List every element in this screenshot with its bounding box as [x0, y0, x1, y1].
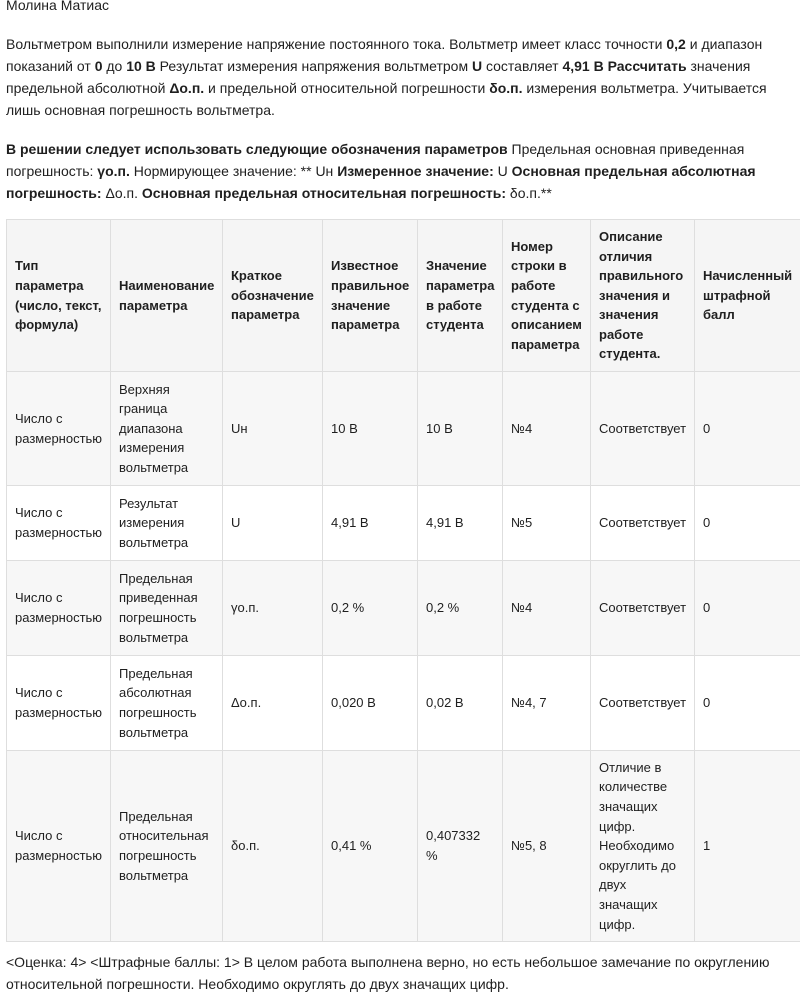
voltage-symbol: U	[472, 58, 482, 74]
cell-symbol: U	[223, 486, 323, 561]
abs-error-symbol: Δо.п.	[169, 80, 204, 96]
cell-difference: Соответствует	[591, 486, 695, 561]
task-text-7: значения предельной абсолютной	[6, 58, 750, 96]
cell-difference: Соответствует	[591, 561, 695, 656]
legend-text-2: Нормирующее значение: ** Uн	[130, 163, 337, 179]
voltage-value: 4,91 В	[562, 58, 603, 74]
rel-error-symbol: δо.п.	[489, 80, 522, 96]
header-line-number: Номер строки в работе студента с описанием параметра	[503, 220, 591, 372]
cell-correct-value: 0,2 %	[323, 561, 418, 656]
cell-correct-value: 4,91 В	[323, 486, 418, 561]
task-text-2: и диапазон показаний от	[6, 36, 762, 74]
header-student-value: Значение параметра в работе студента	[418, 220, 503, 372]
cell-penalty: 0	[695, 486, 800, 561]
cell-type: Число с размерностью	[7, 372, 111, 486]
header-symbol: Краткое обозначение параметра	[223, 220, 323, 372]
cell-line-number: №5, 8	[503, 751, 591, 942]
task-text-3: до	[102, 58, 126, 74]
legend-text-5: δо.п.**	[506, 185, 552, 201]
legend-text-4: Δо.п.	[102, 185, 142, 201]
cell-line-number: №4	[503, 561, 591, 656]
header-correct-value: Известное правильное значение параметра	[323, 220, 418, 372]
cell-penalty: 0	[695, 561, 800, 656]
cell-student-value: 0,2 %	[418, 561, 503, 656]
table-row	[7, 561, 800, 656]
cell-symbol: Uн	[223, 372, 323, 486]
cell-student-value: 4,91 В	[418, 486, 503, 561]
legend-heading: В решении следует использовать следующие обозначения параметров	[6, 141, 508, 157]
legend-rel-label: Основная предельная относительная погрешность:	[142, 185, 506, 201]
cell-name: Результат измерения вольтметра	[111, 486, 223, 561]
cell-penalty: 1	[695, 751, 800, 942]
table-row	[7, 656, 800, 751]
author-name: Молина Матиас	[6, 0, 800, 16]
task-text-5: составляет	[482, 58, 562, 74]
cell-difference: Соответствует	[591, 372, 695, 486]
header-type: Тип параметра (число, текст, формула)	[7, 220, 111, 372]
task-text-8: и предельной относительной погрешности	[204, 80, 489, 96]
cell-type: Число с размерностью	[7, 561, 111, 656]
cell-difference: Соответствует	[591, 656, 695, 751]
table-row	[7, 751, 800, 942]
grading-summary: <Оценка: 4> <Штрафные баллы: 1> В целом работа выполнена верно, но есть небольшое замечание по округлению относительной погрешности. Необходимо округлять до двух значащих цифр.	[6, 951, 800, 995]
cell-name: Предельная относительная погрешность вольтметра	[111, 751, 223, 942]
parameters-table	[6, 219, 800, 942]
task-text-9: измерения вольтметра. Учитывается лишь основная погрешность вольтметра.	[6, 80, 767, 118]
cell-line-number: №4	[503, 372, 591, 486]
cell-difference: Отличие в количестве значащих цифр. Необходимо округлить до двух значащих цифр.	[591, 751, 695, 942]
cell-correct-value: 0,020 В	[323, 656, 418, 751]
header-difference: Описание отличия правильного значения и значения работе студента.	[591, 220, 695, 372]
document	[6, 0, 800, 995]
cell-name: Верхняя граница диапазона измерения вольтметра	[111, 372, 223, 486]
cell-line-number: №4, 7	[503, 656, 591, 751]
cell-symbol: δо.п.	[223, 751, 323, 942]
notation-legend	[6, 138, 792, 204]
calculate-word: Рассчитать	[608, 58, 687, 74]
task-statement	[6, 33, 792, 121]
cell-type: Число с размерностью	[7, 656, 111, 751]
cell-student-value: 0,02 В	[418, 656, 503, 751]
cell-correct-value: 10 В	[323, 372, 418, 486]
cell-correct-value: 0,41 %	[323, 751, 418, 942]
cell-type: Число с размерностью	[7, 751, 111, 942]
cell-name: Предельная абсолютная погрешность вольтметра	[111, 656, 223, 751]
legend-text-3: U	[494, 163, 512, 179]
task-text-4: Результат измерения напряжения вольтметром	[156, 58, 472, 74]
cell-symbol: γо.п.	[223, 561, 323, 656]
cell-type: Число с размерностью	[7, 486, 111, 561]
cell-student-value: 10 В	[418, 372, 503, 486]
cell-line-number: №5	[503, 486, 591, 561]
accuracy-class: 0,2	[666, 36, 685, 52]
cell-student-value: 0,407332 %	[418, 751, 503, 942]
legend-text-1: Предельная основная приведенная погрешность:	[6, 141, 744, 179]
range-to: 10 В	[126, 58, 156, 74]
cell-symbol: Δо.п.	[223, 656, 323, 751]
legend-abs-label: Основная предельная абсолютная погрешность:	[6, 163, 756, 201]
cell-name: Предельная приведенная погрешность вольтметра	[111, 561, 223, 656]
header-penalty: Начисленный штрафной балл	[695, 220, 800, 372]
range-from: 0	[95, 58, 103, 74]
legend-measured-label: Измеренное значение:	[337, 163, 494, 179]
table-row	[7, 372, 800, 486]
table-header-row	[7, 220, 800, 372]
cell-penalty: 0	[695, 372, 800, 486]
task-text-1: Вольтметром выполнили измерение напряжение постоянного тока. Вольтметр имеет класс точности	[6, 36, 666, 52]
legend-gamma: γо.п.	[97, 163, 130, 179]
header-name: Наименование параметра	[111, 220, 223, 372]
table-row	[7, 486, 800, 561]
cell-penalty: 0	[695, 656, 800, 751]
